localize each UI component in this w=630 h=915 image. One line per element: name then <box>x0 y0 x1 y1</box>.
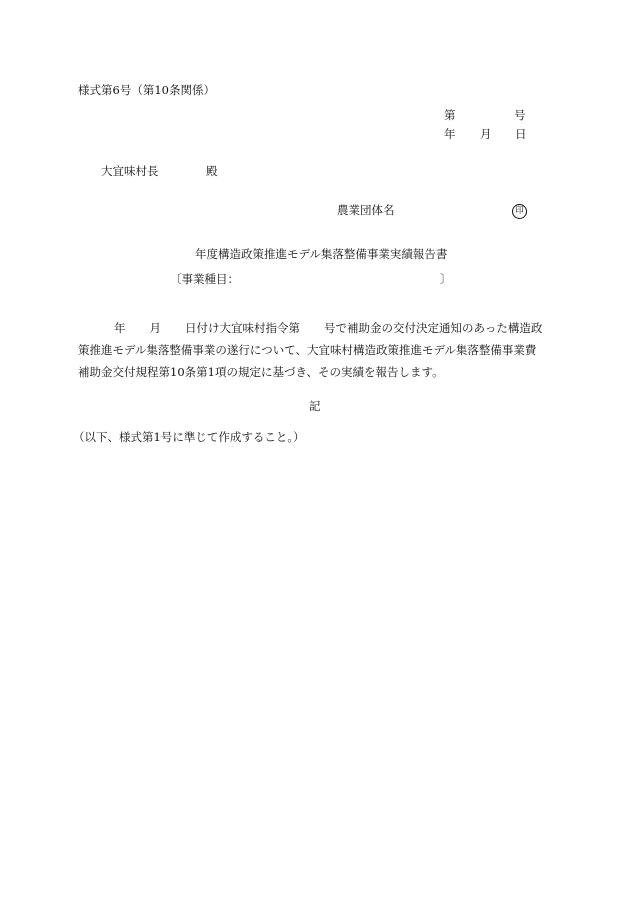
form-number: 様式第6号（第10条関係） <box>78 83 215 97</box>
business-type-close: 〕 <box>440 272 452 286</box>
addressee-honorific: 殿 <box>206 164 218 178</box>
applicant-label: 農業団体名 <box>337 203 395 217</box>
body-line-3: 補助金交付規程第10条第1項の規定に基づき、その実績を報告します。 <box>78 365 444 379</box>
body-paragraph <box>78 317 578 383</box>
date-year-label: 年 <box>444 127 456 141</box>
body-line-1-end: 号で補助金の交付決定通知のあった構造政 <box>324 321 543 335</box>
document-number-suffix: 号 <box>514 108 526 122</box>
addressee: 大宜味村長 <box>101 164 159 178</box>
body-month: 月 <box>149 321 161 335</box>
date-month-label: 月 <box>480 127 492 141</box>
ki-heading: 記 <box>309 399 321 413</box>
body-year: 年 <box>114 321 126 335</box>
business-type-open: 〔事業種目： <box>170 272 239 286</box>
note: （以下、様式第1号に準じて作成すること。） <box>73 430 305 444</box>
body-line-2: 策推進モデル集落整備事業の遂行について、大宜味村構造政策推進モデル集落整備事業費 <box>78 343 537 357</box>
document-number-prefix: 第 <box>444 108 456 122</box>
date-day-label: 日 <box>515 127 527 141</box>
seal-icon: 印 <box>512 204 527 219</box>
seal-mark <box>512 204 527 219</box>
body-notice-ref: 日付け大宜味村指令第 <box>185 321 300 335</box>
document-title: 年度構造政策推進モデル集落整備事業実績報告書 <box>195 247 448 261</box>
body-line-1 <box>78 317 578 339</box>
